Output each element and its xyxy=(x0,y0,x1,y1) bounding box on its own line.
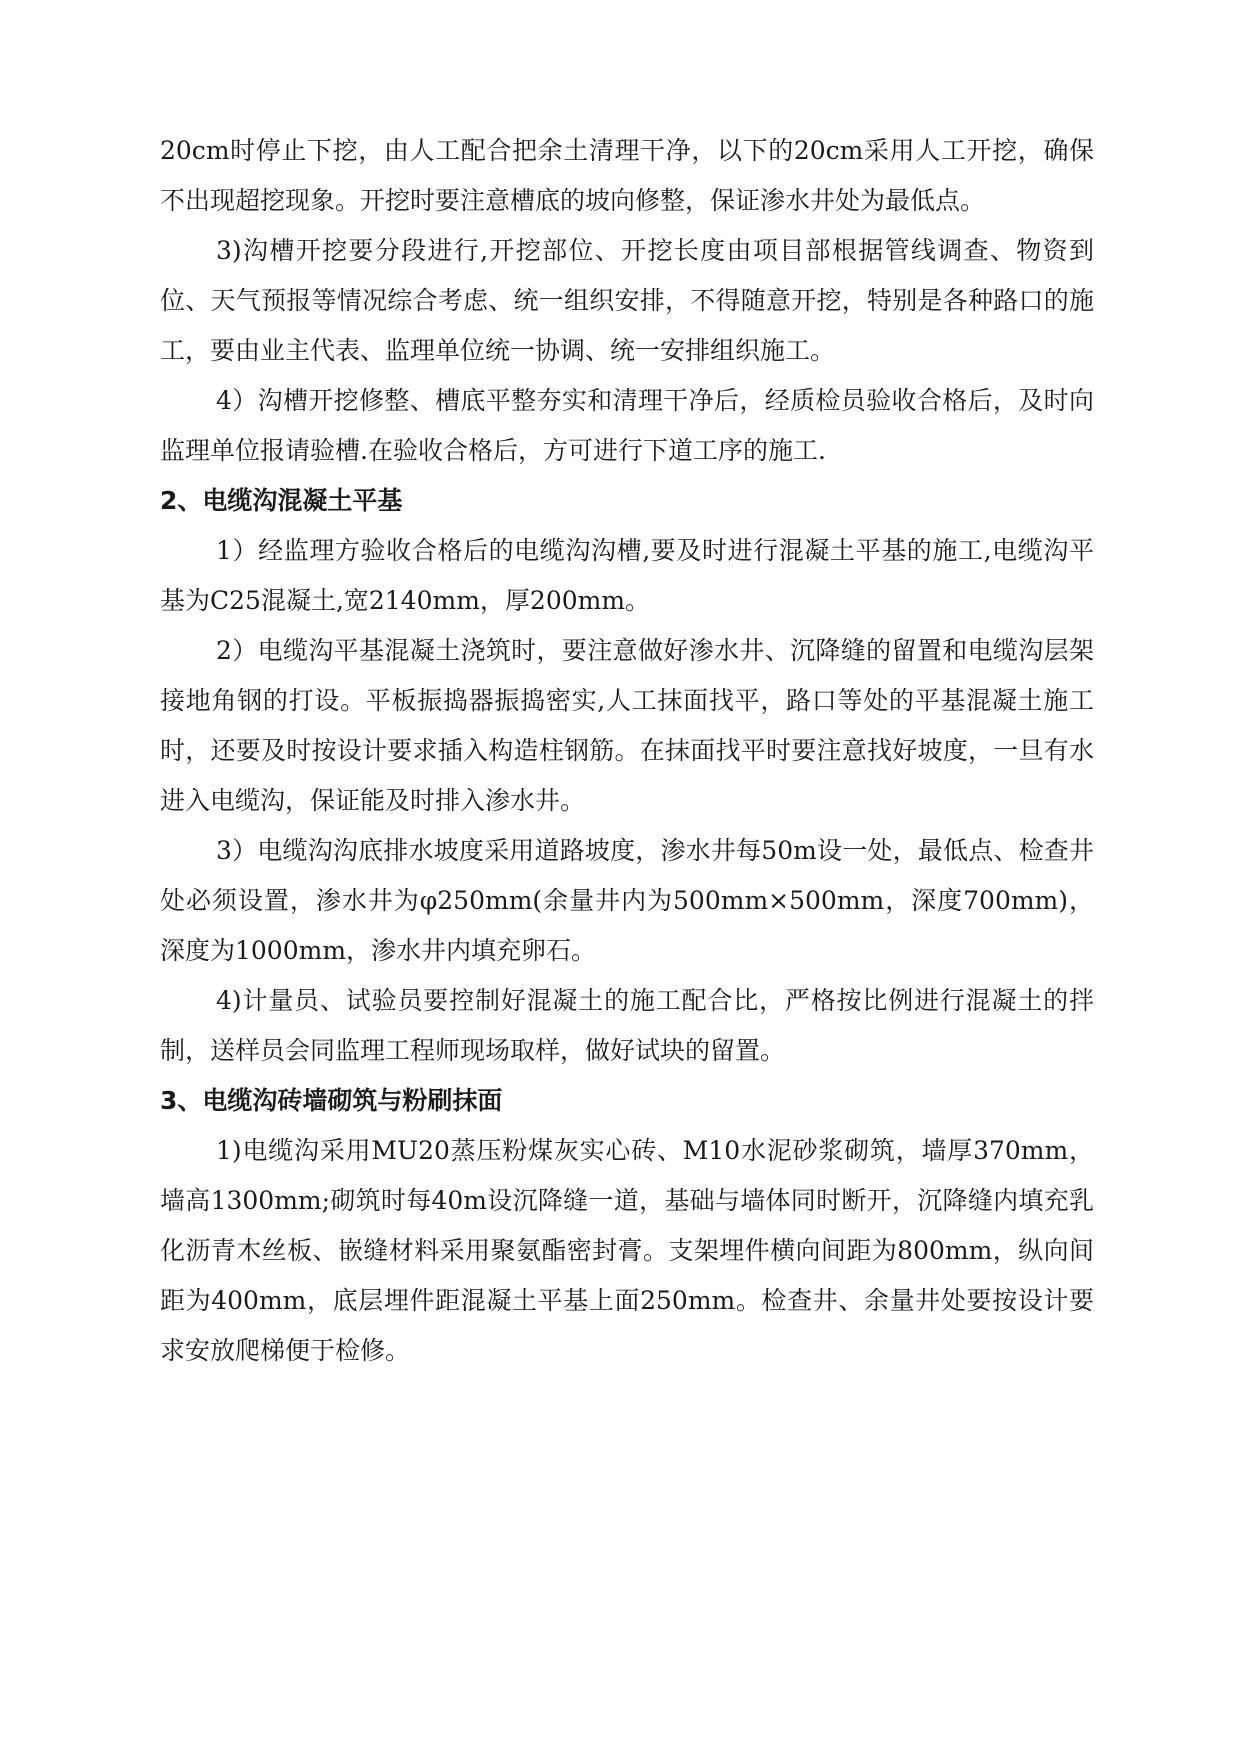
section-heading-2: 2、电缆沟混凝土平基 xyxy=(160,486,403,515)
document-page xyxy=(160,126,1094,1376)
paragraph-item-3: 3）电缆沟沟底排水坡度采用道路坡度，渗水井每50m设一处，最低点、检查井处必须设置，渗水井为φ250mm(余量井内为500mm×500mm，深度700mm)，深度为1000mm，渗水井内填充卵石。 xyxy=(160,836,1094,965)
section-heading-3: 3、电缆沟砖墙砌筑与粉刷抹面 xyxy=(160,1086,503,1115)
paragraph-item-4: 4)计量员、试验员要控制好混凝土的施工配合比，严格按比例进行混凝土的拌制，送样员会同监理工程师现场取样，做好试块的留置。 xyxy=(160,986,1094,1065)
paragraph-item-4: 4）沟槽开挖修整、槽底平整夯实和清理干净后，经质检员验收合格后，及时向监理单位报请验槽.在验收合格后，方可进行下道工序的施工. xyxy=(160,386,1094,465)
paragraph-item-1: 1）经监理方验收合格后的电缆沟沟槽,要及时进行混凝土平基的施工,电缆沟平基为C25混凝土,宽2140mm，厚200mm。 xyxy=(160,536,1094,615)
paragraph-item-1: 1)电缆沟采用MU20蒸压粉煤灰实心砖、M10水泥砂浆砌筑，墙厚370mm，墙高1300mm;砌筑时每40m设沉降缝一道，基础与墙体同时断开，沉降缝内填充乳化沥青木丝板、嵌缝材料采用聚氨酯密封膏。支架埋件横向间距为800mm，纵向间距为400mm，底层埋件距混凝土平基上面250mm。检查井、余量井处要按设计要求安放爬梯便于检修。 xyxy=(160,1136,1094,1365)
paragraph-continued: 20cm时停止下挖，由人工配合把余土清理干净，以下的20cm采用人工开挖，确保不出现超挖现象。开挖时要注意槽底的坡向修整，保证渗水井处为最低点。 xyxy=(160,136,1094,215)
paragraph-item-2: 2）电缆沟平基混凝土浇筑时，要注意做好渗水井、沉降缝的留置和电缆沟层架接地角钢的打设。平板振捣器振捣密实,人工抹面找平，路口等处的平基混凝土施工时，还要及时按设计要求插入构造柱钢筋。在抹面找平时要注意找好坡度，一旦有水进入电缆沟，保证能及时排入渗水井。 xyxy=(160,636,1094,815)
paragraph-item-3: 3)沟槽开挖要分段进行,开挖部位、开挖长度由项目部根据管线调查、物资到位、天气预报等情况综合考虑、统一组织安排，不得随意开挖，特别是各种路口的施工，要由业主代表、监理单位统一协调、统一安排组织施工。 xyxy=(160,236,1094,365)
